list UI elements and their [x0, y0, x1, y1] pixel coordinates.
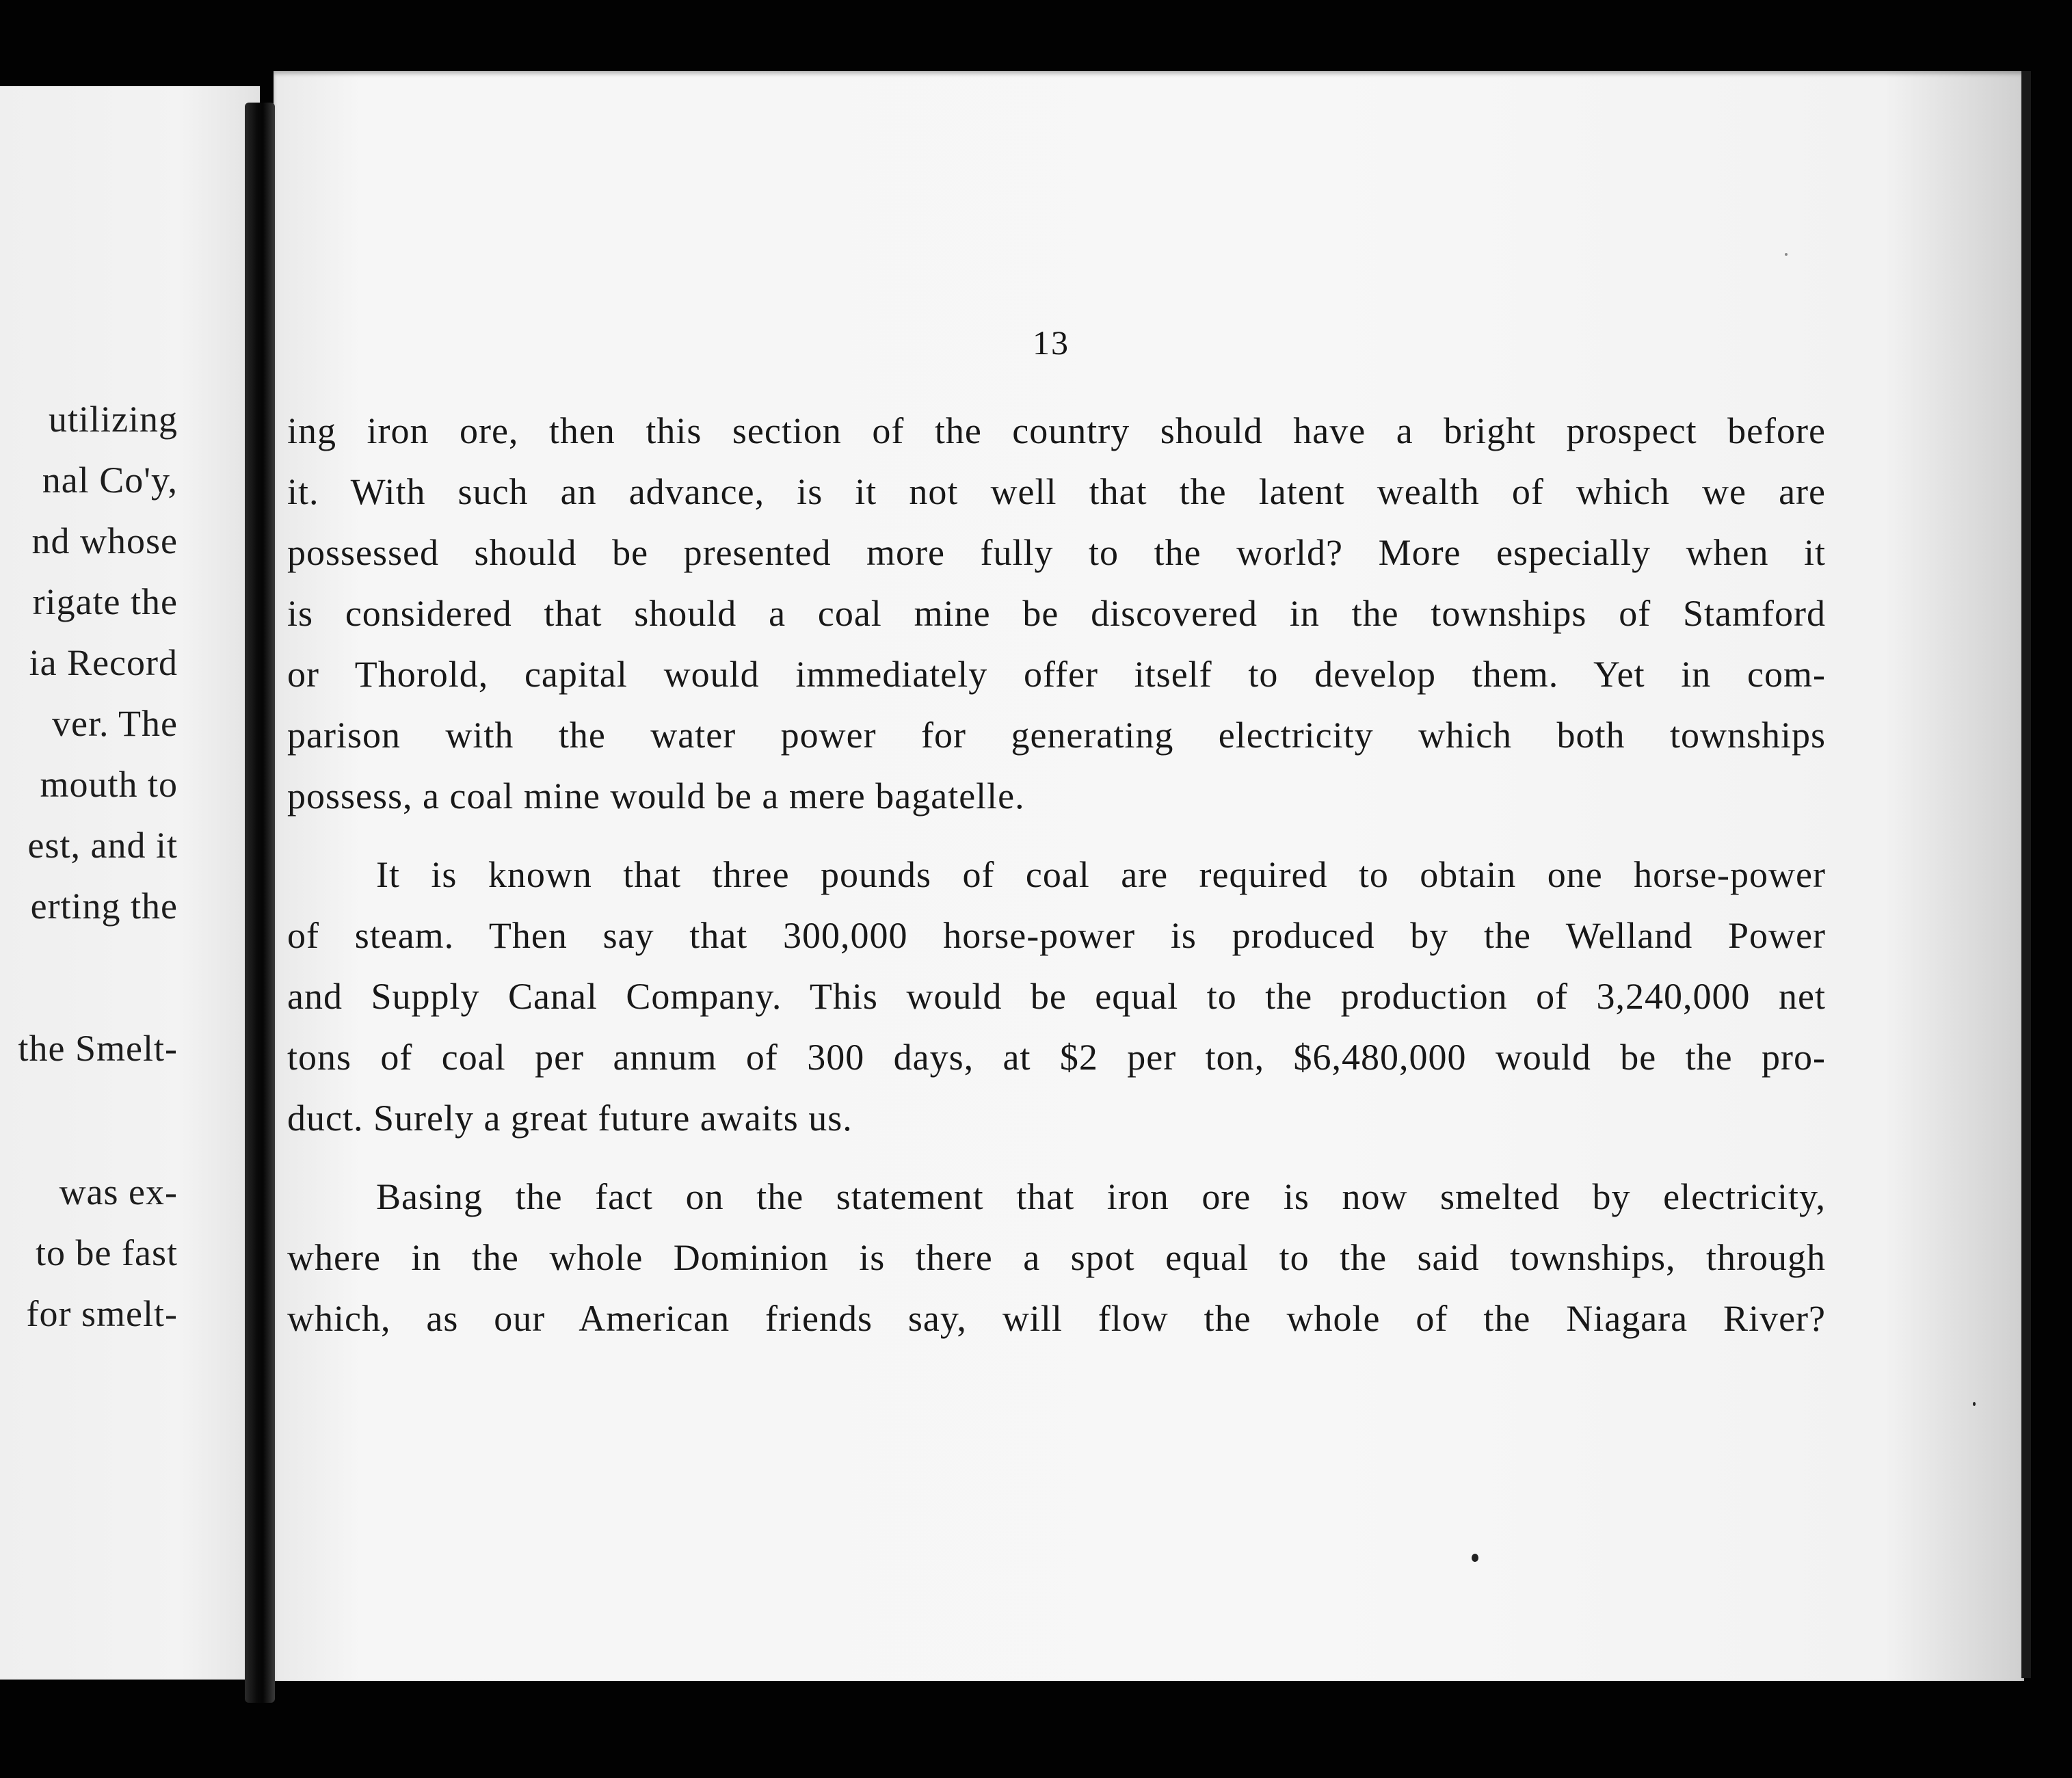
left-page-line: to be fast: [36, 1232, 178, 1273]
text-line: where in the whole Dominion is there a spot equal to the said townships, through: [287, 1237, 1826, 1278]
page-number: 13: [1033, 323, 1070, 362]
paper-speck: [1472, 1554, 1478, 1562]
text-line: It is known that three pounds of coal are required to obtain one horse-power: [376, 854, 1826, 895]
page-body: [287, 401, 1826, 1349]
text-line: tons of coal per annum of 300 days, at $2 per ton, $6,480,000 would be the pro-: [287, 1037, 1826, 1078]
text-line: of steam. Then say that 300,000 horse-power is produced by the Welland Power: [287, 915, 1826, 956]
left-page-line: erting the: [30, 886, 178, 927]
left-page-line: the Smelt-: [18, 1028, 178, 1069]
text-line: possessed should be presented more fully to the world? More especially when it: [287, 532, 1826, 573]
left-page-line: nd whose: [31, 520, 178, 561]
book-gutter: [245, 103, 275, 1703]
paragraph-3: [287, 1167, 1826, 1349]
text-line: Basing the fact on the statement that iron ore is now smelted by electricity,: [376, 1176, 1826, 1217]
text-line: is considered that should a coal mine be discovered in the townships of Stamford: [287, 593, 1826, 634]
text-line: ing iron ore, then this section of the country should have a bright prospect before: [287, 410, 1826, 451]
left-page-line: nal Co'y,: [42, 460, 178, 501]
left-page-line: rigate the: [32, 581, 178, 622]
text-line: and Supply Canal Company. This would be equal to the production of 3,240,000 net: [287, 976, 1826, 1017]
text-line: or Thorold, capital would immediately offer itself to develop them. Yet in com-: [287, 654, 1826, 695]
left-facing-page: [0, 86, 260, 1680]
text-line: it. With such an advance, is it not well that the latent wealth of which we are: [287, 471, 1826, 512]
left-page-line: utilizing: [49, 399, 178, 440]
text-line: possess, a coal mine would be a mere bagatelle.: [287, 775, 1025, 817]
left-page-line: ver. The: [52, 703, 178, 744]
left-page-line: ia Record: [29, 642, 178, 683]
left-page-line: was ex-: [59, 1171, 178, 1212]
paragraph-1: [287, 401, 1826, 827]
paragraph-2: [287, 845, 1826, 1149]
text-line: which, as our American friends say, will flow the whole of the Niagara River?: [287, 1298, 1826, 1339]
left-page-line: mouth to: [40, 764, 178, 805]
left-page-line: for smelt-: [26, 1293, 178, 1334]
left-page-line: est, and it: [27, 825, 178, 866]
page-edge-shadow: [2021, 71, 2031, 1678]
paper-speck: [1973, 1402, 1976, 1406]
paper-speck: [1785, 253, 1788, 256]
text-line: parison with the water power for generating electricity which both townships: [287, 715, 1826, 756]
text-line: duct. Surely a great future awaits us.: [287, 1098, 853, 1139]
